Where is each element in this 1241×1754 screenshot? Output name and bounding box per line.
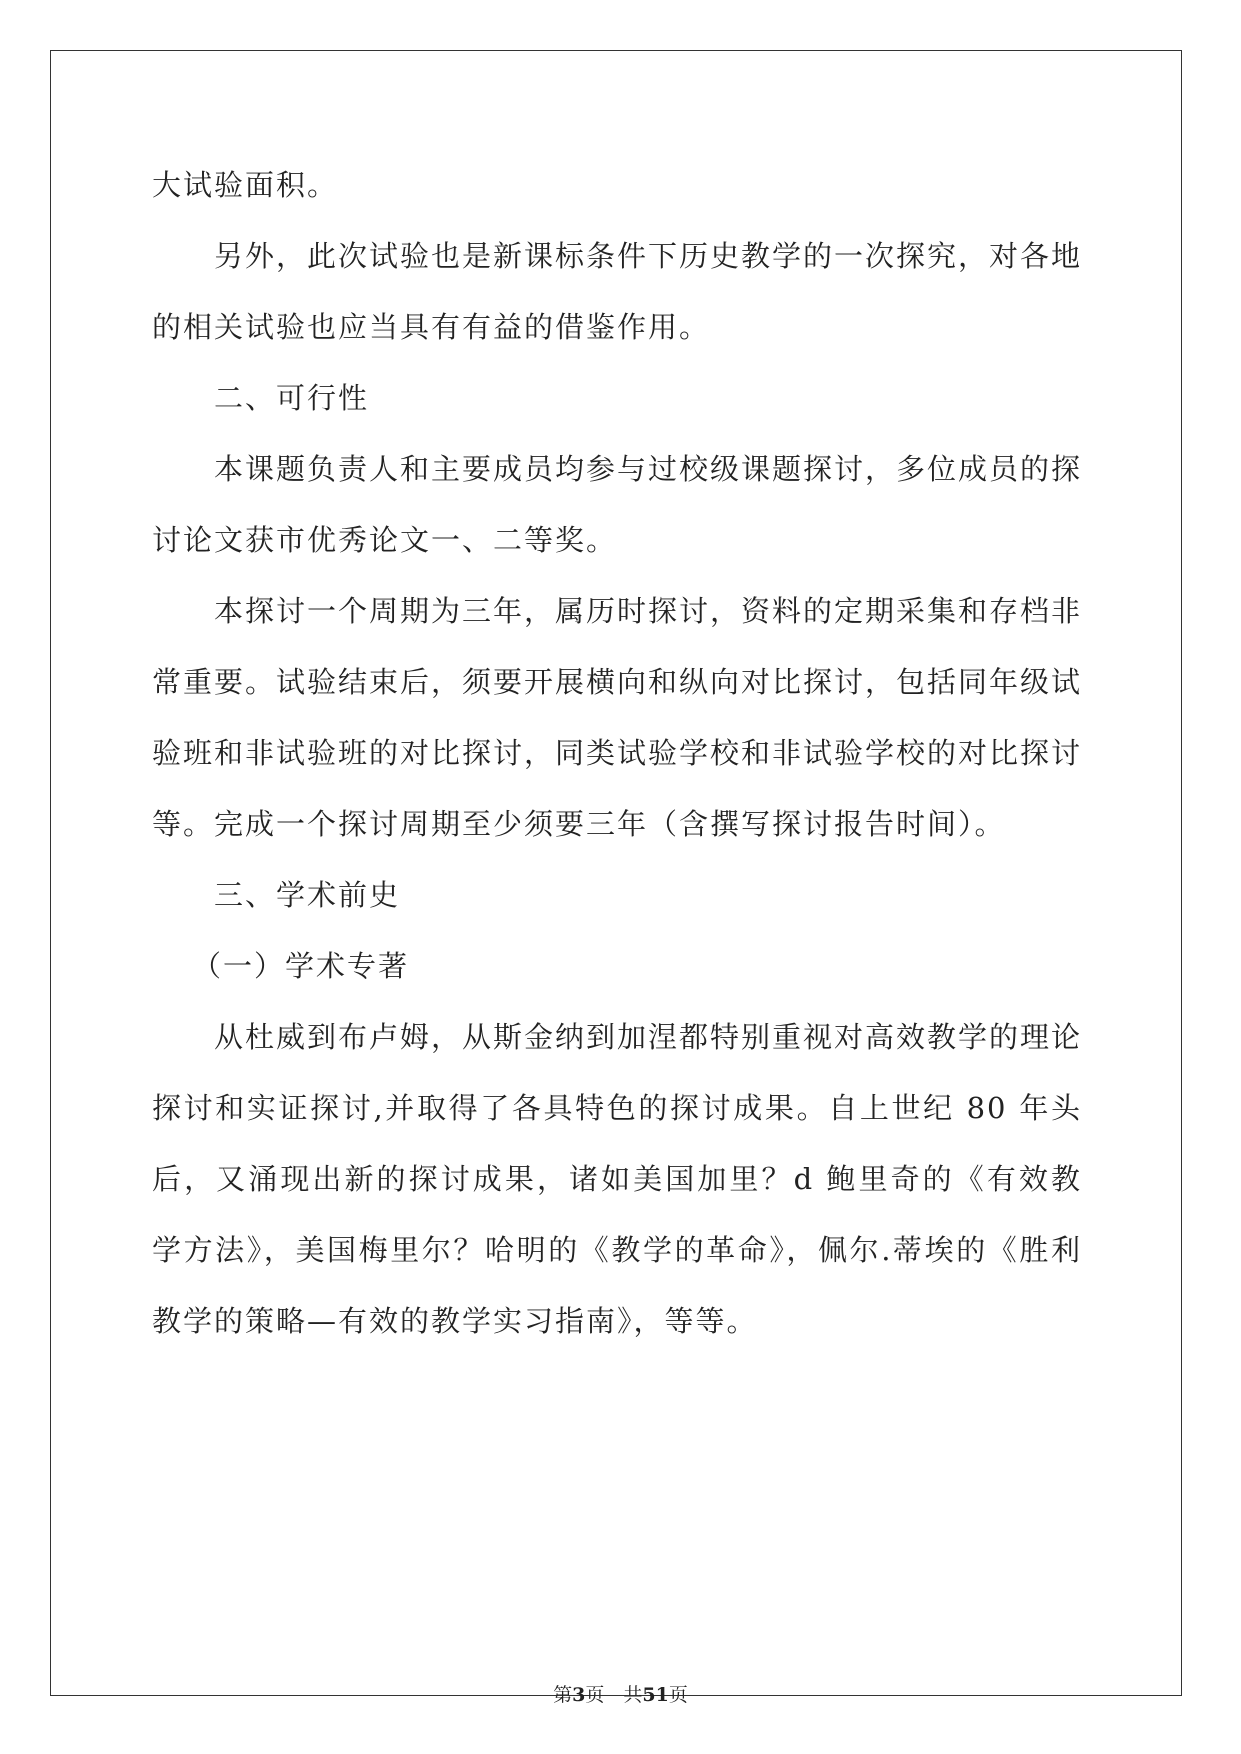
paragraph: 从杜威到布卢姆，从斯金纳到加涅都特别重视对高效教学的理论探讨和实证探讨,并取得了各具特色的探讨成果。自上世纪 80 年头后，又涌现出新的探讨成果，诸如美国加里？d 鲍里奇的《有效教学方法》，美国梅里尔？哈明的《教学的革命》，佩尔.蒂埃的《胜利教学的策略—有效的教学实习指南》，等等。 [152,1020,1083,1338]
current-page-number: 3 [572,1684,586,1706]
footer-prefix: 第 [553,1684,573,1706]
document-body [152,150,1082,1357]
section-heading: 三、学术前史 [214,878,401,912]
paragraph: 另外，此次试验也是新课标条件下历史教学的一次探究，对各地的相关试验也应当具有有益的借鉴作用。 [152,239,1083,344]
total-page-number: 51 [642,1684,669,1706]
paragraph: 本课题负责人和主要成员均参与过校级课题探讨，多位成员的探讨论文获市优秀论文一、二等奖。 [152,452,1083,557]
paragraph: 大试验面积。 [152,168,339,202]
subsection-heading: （一）学术专著 [192,949,410,983]
page-footer [0,1680,1241,1707]
paragraph: 本探讨一个周期为三年，属历时探讨，资料的定期采集和存档非常重要。试验结束后，须要开展横向和纵向对比探讨，包括同年级试验班和非试验班的对比探讨，同类试验学校和非试验学校的对比探讨等。完成一个探讨周期至少须要三年（含撰写探讨报告时间）。 [152,594,1083,841]
section-heading: 二、可行性 [214,381,370,415]
footer-mid: 页 共 [585,1684,643,1706]
footer-suffix: 页 [668,1684,688,1706]
